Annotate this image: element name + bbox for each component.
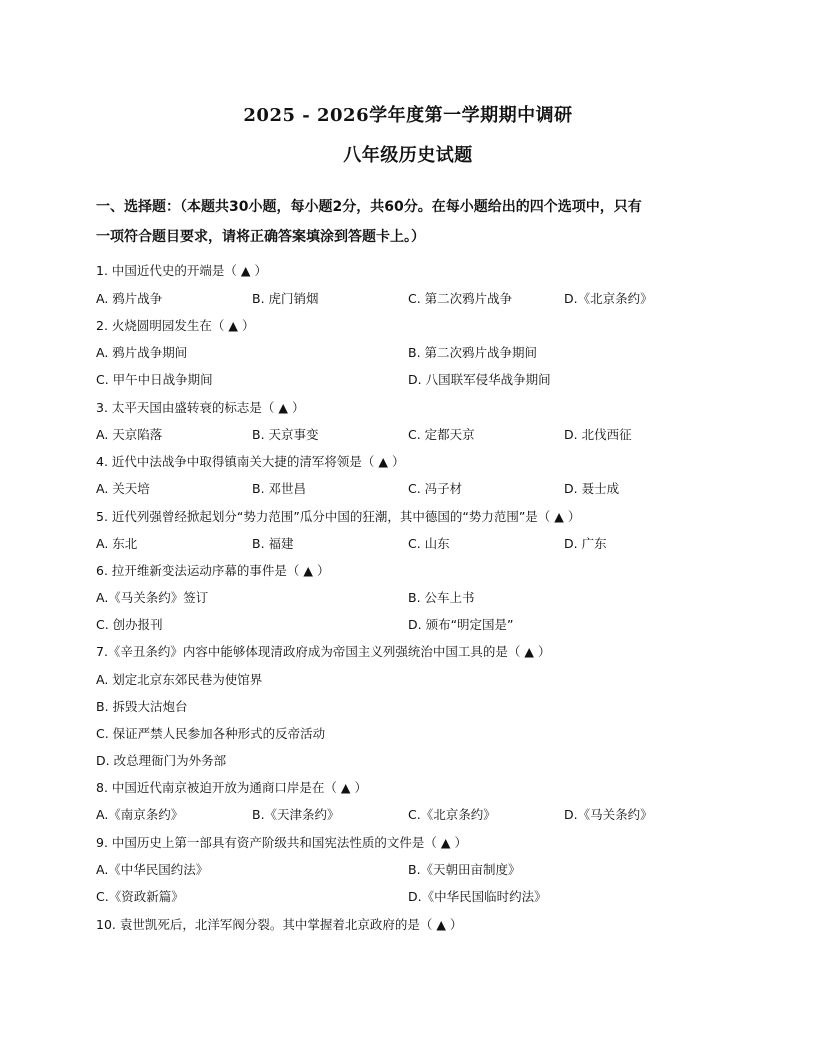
question-2-stem: 2. 火烧圆明园发生在（ ▲ ） bbox=[96, 318, 255, 333]
question-10-stem: 10. 袁世凯死后，北洋军阀分裂。其中掌握着北京政府的是（ ▲ ） bbox=[96, 917, 463, 932]
section-heading-continued: 一项符合题目要求，请将正确答案填涂到答题卡上。） bbox=[96, 229, 425, 245]
question-7-option-d: D. 改总理衙门为外务部 bbox=[96, 753, 227, 768]
question-2-option-c: C. 甲午中日战争期间 bbox=[96, 372, 213, 387]
question-4-option-c: C. 冯子材 bbox=[408, 481, 463, 496]
question-7-option-c: C. 保证严禁人民参加各种形式的反帝活动 bbox=[96, 726, 326, 741]
question-6-option-d: D. 颁布“明定国是” bbox=[408, 617, 514, 632]
section-heading: 一、选择题：（本题共30小题，每小题2分，共60分。在每小题给出的四个选项中，只有 bbox=[96, 199, 642, 215]
question-9-option-d: D.《中华民国临时约法》 bbox=[408, 889, 547, 904]
question-1-option-d: D.《北京条约》 bbox=[564, 291, 653, 306]
question-9-option-b: B.《天朝田亩制度》 bbox=[408, 862, 521, 877]
question-1-option-b: B. 虎门销烟 bbox=[252, 291, 319, 306]
question-4-option-a: A. 关天培 bbox=[96, 481, 150, 496]
question-3-option-a: A. 天京陷落 bbox=[96, 427, 163, 442]
question-8-option-d: D.《马关条约》 bbox=[564, 807, 653, 822]
question-5-option-c: C. 山东 bbox=[408, 536, 450, 551]
question-2-option-a: A. 鸦片战争期间 bbox=[96, 345, 188, 360]
question-5-stem: 5. 近代列强曾经掀起划分“势力范围”瓜分中国的狂潮，其中德国的“势力范围”是（ ▲ ） bbox=[96, 509, 581, 524]
question-4-option-d: D. 聂士成 bbox=[564, 481, 620, 496]
question-2-option-b: B. 第二次鸦片战争期间 bbox=[408, 345, 538, 360]
question-3-option-b: B. 天京事变 bbox=[252, 427, 319, 442]
question-7-option-b: B. 拆毁大沽炮台 bbox=[96, 699, 188, 714]
question-3-stem: 3. 太平天国由盛转衰的标志是（ ▲ ） bbox=[96, 400, 305, 415]
question-9-option-c: C.《资政新篇》 bbox=[96, 889, 184, 904]
question-8-option-a: A.《南京条约》 bbox=[96, 807, 184, 822]
question-3-option-d: D. 北伐西征 bbox=[564, 427, 632, 442]
question-8-stem: 8. 中国近代南京被迫开放为通商口岸是在（ ▲ ） bbox=[96, 780, 367, 795]
exam-subtitle: 八年级历史试题 bbox=[343, 145, 473, 166]
question-5-option-a: A. 东北 bbox=[96, 536, 138, 551]
question-1-option-c: C. 第二次鸦片战争 bbox=[408, 291, 513, 306]
question-4-option-b: B. 邓世昌 bbox=[252, 481, 307, 496]
question-9-option-a: A.《中华民国约法》 bbox=[96, 862, 209, 877]
question-6-option-b: B. 公车上书 bbox=[408, 590, 475, 605]
question-3-option-c: C. 定都天京 bbox=[408, 427, 475, 442]
question-8-option-b: B.《天津条约》 bbox=[252, 807, 340, 822]
question-7-stem: 7.《辛丑条约》内容中能够体现清政府成为帝国主义列强统治中国工具的是（ ▲ ） bbox=[96, 644, 551, 659]
question-9-stem: 9. 中国历史上第一部具有资产阶级共和国宪法性质的文件是（ ▲ ） bbox=[96, 835, 467, 850]
exam-title: 2025 - 2026学年度第一学期期中调研 bbox=[243, 105, 573, 126]
question-1-option-a: A. 鸦片战争 bbox=[96, 291, 163, 306]
question-5-option-d: D. 广东 bbox=[564, 536, 607, 551]
question-1-stem: 1. 中国近代史的开端是（ ▲ ） bbox=[96, 263, 267, 278]
question-4-stem: 4. 近代中法战争中取得镇南关大捷的清军将领是（ ▲ ） bbox=[96, 454, 405, 469]
question-6-stem: 6. 拉开维新变法运动序幕的事件是（ ▲ ） bbox=[96, 563, 330, 578]
question-6-option-c: C. 创办报刊 bbox=[96, 617, 163, 632]
question-8-option-c: C.《北京条约》 bbox=[408, 807, 496, 822]
question-6-option-a: A.《马关条约》签订 bbox=[96, 590, 209, 605]
question-7-option-a: A. 划定北京东郊民巷为使馆界 bbox=[96, 672, 263, 687]
question-5-option-b: B. 福建 bbox=[252, 536, 294, 551]
question-2-option-d: D. 八国联军侵华战争期间 bbox=[408, 372, 551, 387]
